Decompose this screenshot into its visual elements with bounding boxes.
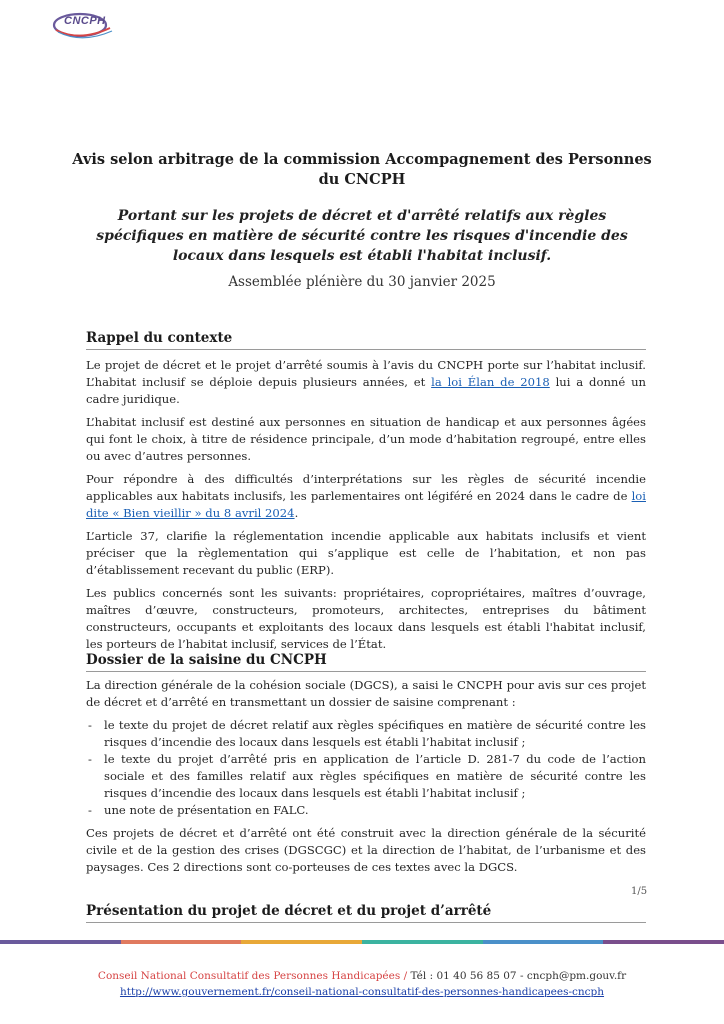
document-subtitle: Portant sur les projets de décret et d'arrêté relatifs aux règles spécifiques en matière de sécurité contre les risques d'incendie des locaux dans lesquels est établi l'habitat inclusif. — [96, 208, 628, 264]
footer-bar-segment — [483, 940, 604, 944]
footer-contact: Tél : 01 40 56 85 07 - cncph@pm.gouv.fr — [407, 970, 627, 982]
context-paragraph-1 — [86, 357, 646, 408]
document-title: Avis selon arbitrage de la commission Accompagnement des Personnes du CNCPH — [72, 151, 652, 188]
list-item-text: une note de présentation en FALC. — [104, 803, 309, 817]
link-loi-bien-vieillir[interactable]: loi dite « Bien vieillir » du 8 avril 2024 — [86, 489, 646, 520]
footer-bar-segment — [241, 940, 362, 944]
footer-url-link[interactable]: http://www.gouvernement.fr/conseil-national-consultatif-des-personnes-handicapees-cncph — [119, 986, 605, 998]
list-item — [86, 717, 646, 751]
logo-text: CNCPH — [64, 15, 106, 27]
section-heading-context: Rappel du contexte — [86, 330, 646, 350]
list-item — [86, 802, 646, 819]
footer-url-line — [0, 986, 724, 998]
context-p1-text-a: Le projet de décret et le projet d’arrêté soumis à l’avis du CNCPH porte sur l’habitat inclusif. L’habitat inclusif se déploie depuis plusieurs années, et — [86, 358, 646, 389]
context-paragraph-2: L’habitat inclusif est destiné aux personnes en situation de handicap et aux personnes âgées qui font le choix, à titre de résidence principale, d’un mode d’habitation regroupé, entre elles ou avec d’autres personnes. — [86, 415, 646, 463]
footer-bar-segment — [362, 940, 483, 944]
context-paragraph-5: Les publics concernés sont les suivants: propriétaires, copropriétaires, maîtres d’ouvrage, maîtres d’œuvre, constructeurs, promoteurs, architectes, entreprises du bâtiment constructeurs, occupants et exploitants des locaux dans lesquels est établi l'habitat inclusif, les porteurs de l’habitat inclusif, services de l’État. — [86, 586, 646, 651]
context-p3-text-a: Pour répondre à des difficultés d’interprétations sur les règles de sécurité incendie applicables aux habitats inclusifs, les parlementaires ont légiféré en 2024 dans le cadre de — [86, 472, 646, 503]
dash-bullet-icon: - — [88, 718, 92, 732]
link-loi-elan[interactable]: la loi Élan de 2018 — [431, 375, 550, 389]
context-paragraph-3 — [86, 471, 646, 522]
dossier-outro: Ces projets de décret et d’arrêté ont été construit avec la direction générale de la sécurité civile et de la gestion des crises (DGSCGC) et la direction de l’habitat, de l’urbanisme et des paysages. Ces 2 directions sont co-porteuses de ces textes avec la DGCS. — [86, 826, 646, 874]
section-context-body — [86, 357, 646, 659]
footer-bar-segment — [0, 940, 121, 944]
footer-bar-segment — [121, 940, 242, 944]
list-item — [86, 751, 646, 802]
section-heading-presentation: Présentation du projet de décret et du projet d’arrêté — [86, 903, 646, 923]
footer-bar-segment — [603, 940, 724, 944]
page-number: 1/5 — [631, 886, 648, 897]
assembly-date: Assemblée plénière du 30 janvier 2025 — [228, 274, 496, 290]
context-p1-text-b: lui a donné un cadre juridique. — [86, 375, 646, 406]
dossier-intro: La direction générale de la cohésion sociale (DGCS), a saisi le CNCPH pour avis sur ces projet de décret et d’arrêté en transmettant un dossier de saisine comprenant : — [86, 678, 646, 709]
list-item-text: le texte du projet d’arrêté pris en application de l’article D. 281-7 du code de l’action sociale et des familles relatif aux règles spécifiques en matière de sécurité contre les risques d’incendie des locaux dans lesquels est établi l’habitat inclusif ; — [104, 752, 646, 800]
context-paragraph-4: L’article 37, clarifie la réglementation incendie applicable aux habitats inclusifs et vient préciser que la règlementation qui s’applique est celle de l’habitation, et non pas d’établissement recevant du public (ERP). — [86, 529, 646, 577]
dash-bullet-icon: - — [88, 803, 92, 817]
section-heading-dossier: Dossier de la saisine du CNCPH — [86, 652, 646, 672]
footer-color-bar — [0, 940, 724, 944]
list-item-text: le texte du projet de décret relatif aux règles spécifiques en matière de sécurité contre les risques d’incendie des locaux dans lesquels est établi l’habitat inclusif ; — [104, 718, 646, 749]
dossier-list — [86, 717, 646, 819]
context-p3-text-b: . — [294, 506, 299, 520]
footer-contact-line — [0, 970, 724, 982]
section-dossier-body — [86, 677, 646, 882]
dash-bullet-icon: - — [88, 752, 92, 766]
cncph-logo — [50, 10, 140, 42]
footer-org-name: Conseil National Consultatif des Personnes Handicapées / — [97, 970, 408, 982]
